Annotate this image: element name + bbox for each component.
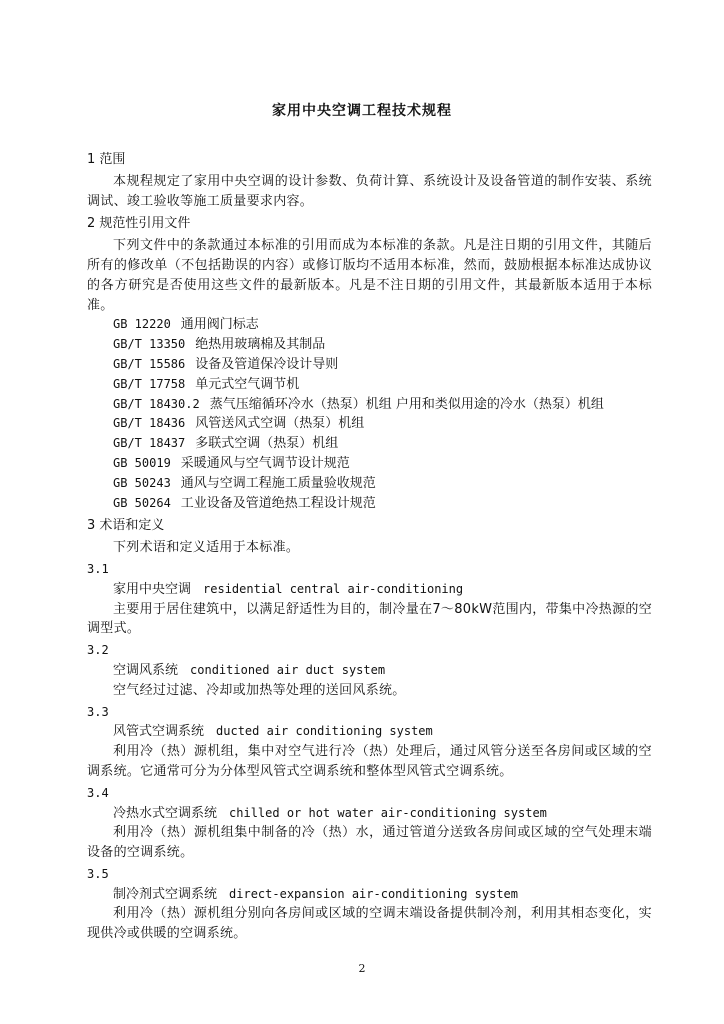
reference-title: 蒸气压缩循环冷水（热泵）机组 户用和类似用途的冷水（热泵）机组 bbox=[209, 396, 604, 412]
term-name-en: direct-expansion air-conditioning system bbox=[229, 886, 518, 901]
reference-item bbox=[87, 315, 652, 335]
reference-code: GB/T 17758 bbox=[113, 376, 186, 391]
reference-title: 通风与空调工程施工质量验收规范 bbox=[180, 475, 376, 491]
term-name-zh: 风管式空调系统 bbox=[113, 724, 205, 740]
term-name bbox=[87, 661, 652, 681]
term-definition: 主要用于居住建筑中，以满足舒适性为目的，制冷量在7～80kW范围内，带集中冷热源的空调型式。 bbox=[87, 601, 652, 637]
term-name-en: conditioned air duct system bbox=[190, 662, 386, 677]
reference-title: 工业设备及管道绝热工程设计规范 bbox=[180, 495, 376, 511]
term-name bbox=[87, 580, 652, 600]
reference-item bbox=[87, 414, 652, 434]
term-number: 3.2 bbox=[87, 643, 109, 658]
term-definition: 利用冷（热）源机组集中制备的冷（热）水，通过管道分送致各房间或区域的空气处理末端设备的空调系统。 bbox=[87, 825, 652, 861]
term-name bbox=[87, 885, 652, 905]
term-name bbox=[87, 804, 652, 824]
document-body bbox=[87, 147, 652, 944]
term-definition: 空气经过过滤、冷却或加热等处理的送回风系统。 bbox=[113, 682, 406, 698]
normative-reference-list bbox=[87, 315, 652, 513]
term-name-en: residential central air-conditioning bbox=[203, 581, 464, 596]
reference-code: GB/T 13350 bbox=[113, 337, 186, 352]
reference-title: 通用阀门标志 bbox=[180, 317, 259, 333]
reference-title: 单元式空气调节机 bbox=[195, 376, 300, 392]
section-2-heading: 2 规范性引用文件 bbox=[87, 216, 191, 232]
reference-code: GB 12220 bbox=[113, 317, 171, 332]
reference-code: GB/T 18436 bbox=[113, 416, 186, 431]
section-1-heading: 1 范围 bbox=[87, 152, 126, 167]
reference-item bbox=[87, 375, 652, 395]
term-definition: 利用冷（热）源机组，集中对空气进行冷（热）处理后，通过风管分送至各房间或区域的空调系统。它通常可分为分体型风管式空调系统和整体型风管式空调系统。 bbox=[87, 744, 652, 779]
reference-item bbox=[87, 355, 652, 375]
reference-title: 多联式空调（热泵）机组 bbox=[195, 436, 339, 452]
term-name-en: chilled or hot water air-conditioning system bbox=[229, 805, 547, 820]
reference-code: GB/T 15586 bbox=[113, 356, 186, 371]
reference-title: 绝热用玻璃棉及其制品 bbox=[195, 337, 326, 353]
section-3-intro: 下列术语和定义适用于本标准。 bbox=[113, 540, 300, 556]
document-title: 家用中央空调工程技术规程 bbox=[272, 103, 452, 119]
reference-title: 设备及管道保冷设计导则 bbox=[195, 356, 339, 372]
reference-item bbox=[87, 434, 652, 454]
term-name-zh: 冷热水式空调系统 bbox=[113, 805, 218, 821]
section-2-paragraph: 下列文件中的条款通过本标准的引用而成为本标准的条款。凡是注日期的引用文件，其随后所有的修改单（不包括勘误的内容）或修订版均不适用本标准，然而，鼓励根据本标准达成协议的各方研究是否使用这些文件的最新版本。凡是不注日期的引用文件，其最新版本适用于本标准。 bbox=[87, 238, 652, 313]
term-definition: 利用冷（热）源机组分别向各房间或区域的空调末端设备提供制冷剂，利用其相态变化，实现供冷或供暖的空调系统。 bbox=[87, 906, 652, 942]
reference-item bbox=[87, 395, 652, 415]
term-number: 3.4 bbox=[87, 785, 109, 800]
section-1-paragraph: 本规程规定了家用中央空调的设计参数、负荷计算、系统设计及设备管道的制作安装、系统调试、竣工验收等施工质量要求内容。 bbox=[87, 173, 652, 209]
term-name-zh: 空调风系统 bbox=[113, 662, 179, 678]
page-number: 2 bbox=[358, 962, 366, 975]
reference-title: 采暖通风与空气调节设计规范 bbox=[180, 455, 350, 471]
reference-code: GB 50243 bbox=[113, 475, 171, 490]
reference-code: GB 50019 bbox=[113, 455, 171, 470]
reference-title: 风管送风式空调（热泵）机组 bbox=[195, 416, 365, 432]
reference-code: GB 50264 bbox=[113, 495, 171, 510]
reference-item bbox=[87, 335, 652, 355]
term-number: 3.1 bbox=[87, 561, 109, 576]
reference-code: GB/T 18430.2 bbox=[113, 396, 200, 411]
reference-item bbox=[87, 454, 652, 474]
term-number: 3.5 bbox=[87, 866, 109, 881]
reference-code: GB/T 18437 bbox=[113, 436, 186, 451]
term-name-zh: 家用中央空调 bbox=[113, 581, 192, 597]
reference-item bbox=[87, 494, 652, 514]
term-number: 3.3 bbox=[87, 704, 109, 719]
reference-item bbox=[87, 474, 652, 494]
section-3-heading: 3 术语和定义 bbox=[87, 518, 165, 534]
term-name bbox=[87, 722, 652, 742]
term-name-en: ducted air conditioning system bbox=[216, 724, 433, 739]
term-name-zh: 制冷剂式空调系统 bbox=[113, 886, 218, 902]
